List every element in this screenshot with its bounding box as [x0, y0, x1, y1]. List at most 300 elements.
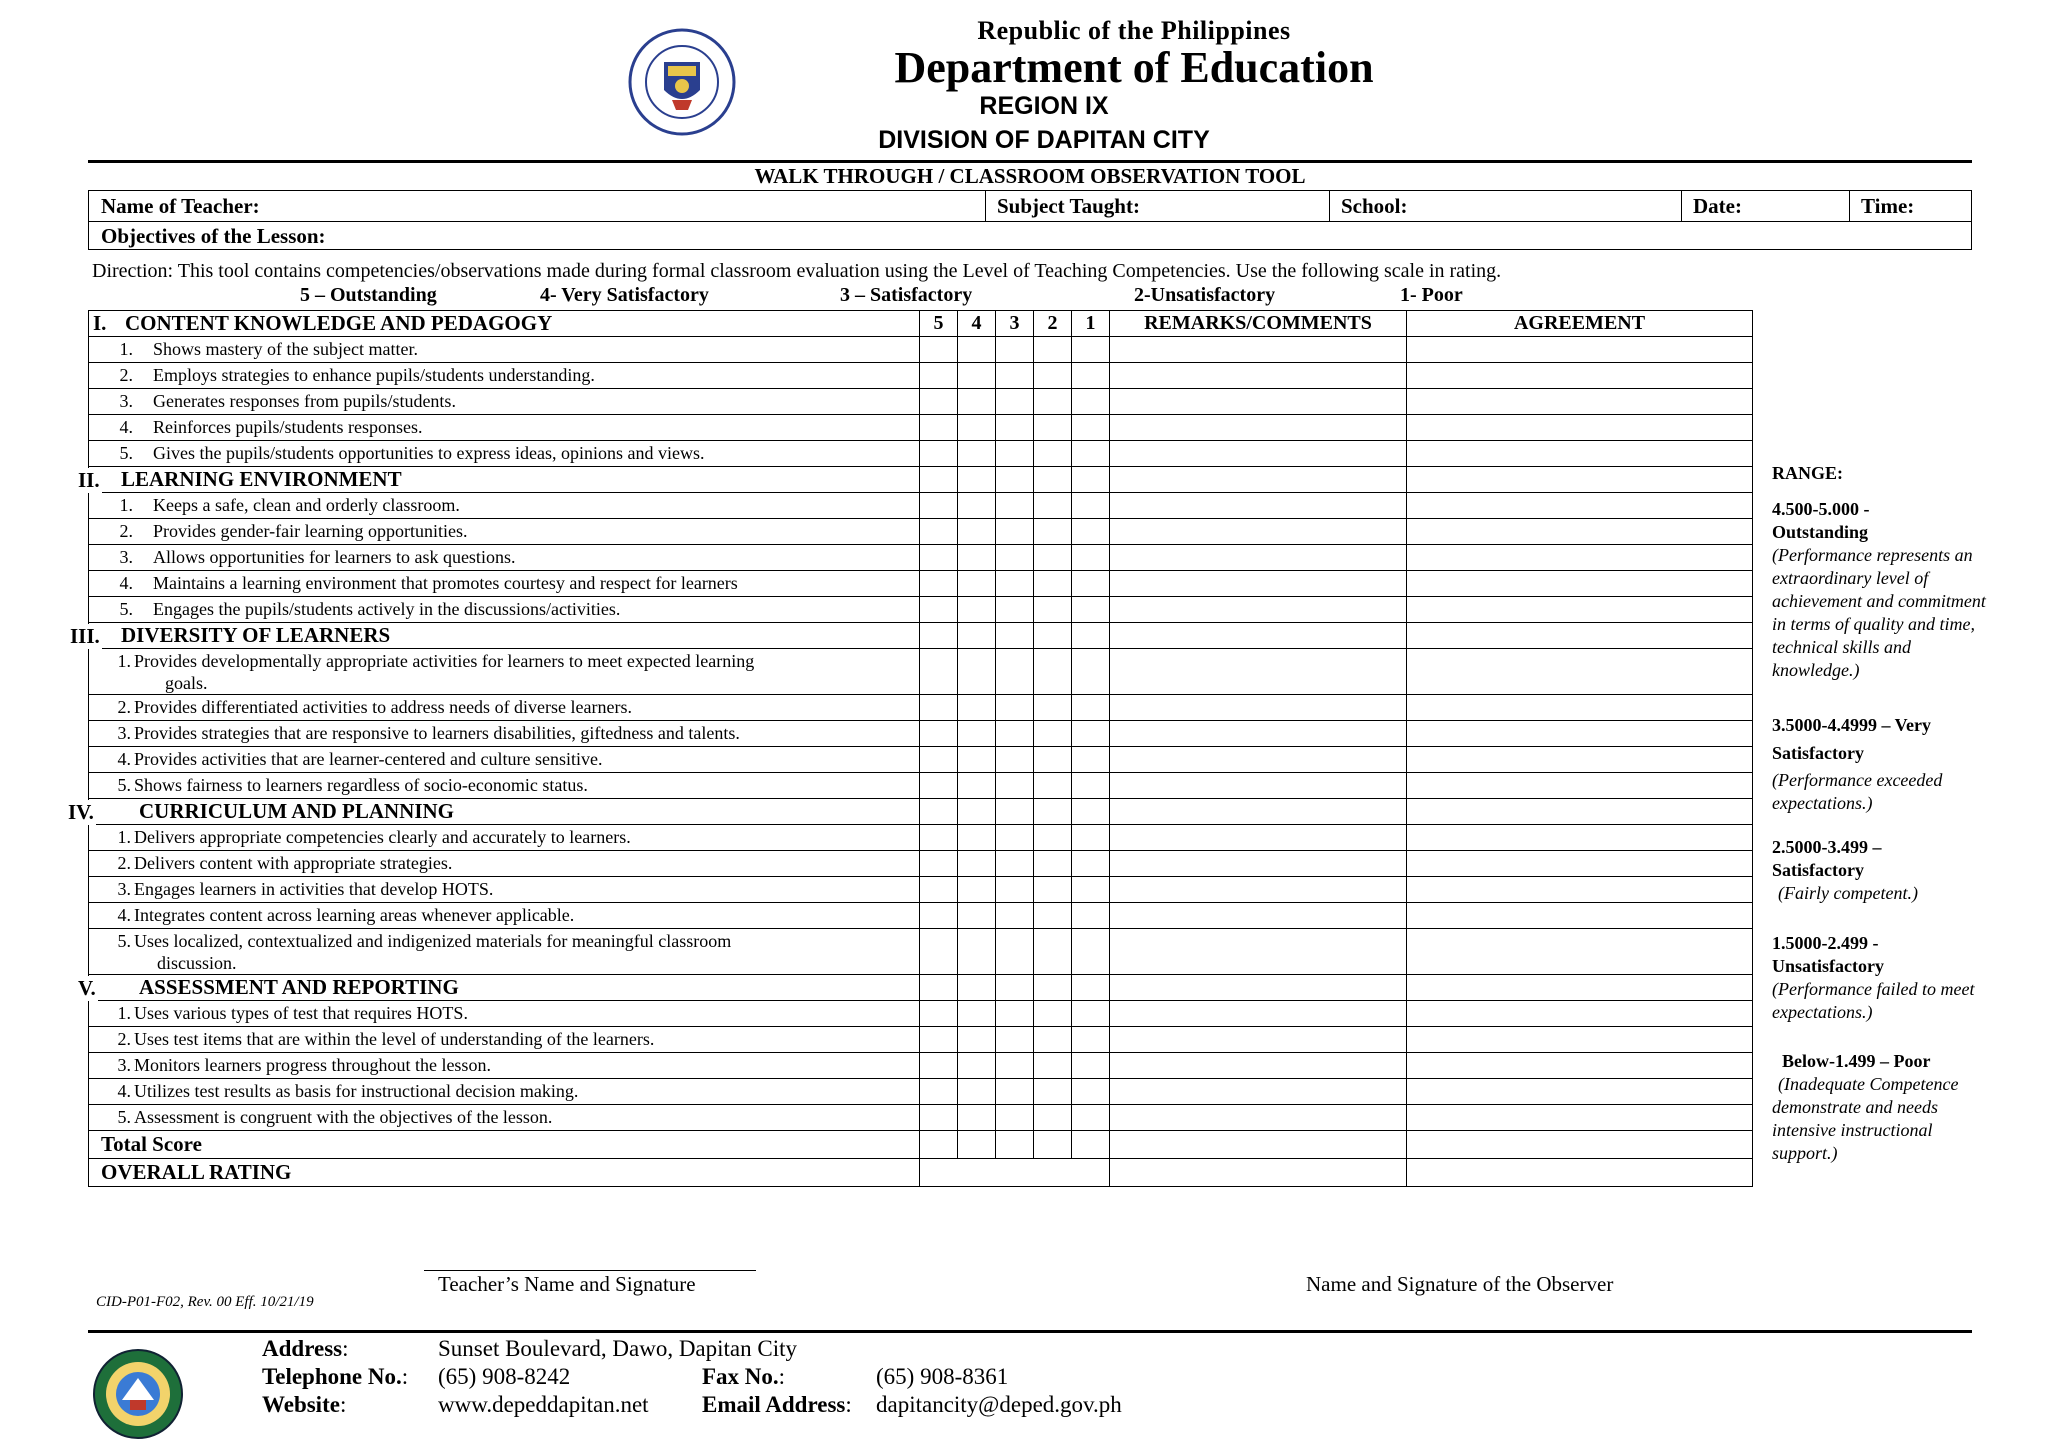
- rating-cell[interactable]: [958, 929, 996, 975]
- rating-cell[interactable]: [920, 975, 958, 1001]
- school-field[interactable]: School:: [1341, 194, 1408, 218]
- rating-cell[interactable]: [1110, 799, 1407, 825]
- rating-cell[interactable]: [958, 415, 996, 441]
- criterion-text: Assessment is congruent with the objectives of the lesson.: [134, 1107, 553, 1127]
- scale-poor: 1- Poor: [1400, 284, 1463, 306]
- rating-cell[interactable]: [1072, 851, 1110, 877]
- rating-cell[interactable]: [920, 799, 958, 825]
- rating-cell[interactable]: [958, 903, 996, 929]
- rating-cell[interactable]: [1034, 747, 1072, 773]
- agreement-cell[interactable]: [1407, 649, 1753, 695]
- criterion-row: [89, 1079, 1753, 1105]
- criterion-text: Maintains a learning environment that promotes courtesy and respect for learners: [153, 573, 738, 593]
- rating-cell[interactable]: [1072, 695, 1110, 721]
- remarks-cell[interactable]: [1110, 1105, 1407, 1131]
- rating-cell[interactable]: [1034, 1001, 1072, 1027]
- email-label: Email Address:: [702, 1392, 852, 1417]
- criterion-row: [89, 851, 1753, 877]
- observation-table: [88, 310, 1753, 1187]
- rating-cell[interactable]: [1034, 467, 1072, 493]
- rating-cell[interactable]: [1110, 623, 1407, 649]
- rating-cell[interactable]: [1072, 877, 1110, 903]
- rating-cell[interactable]: [1034, 929, 1072, 975]
- rating-cell[interactable]: [1034, 903, 1072, 929]
- rating-cell[interactable]: [920, 467, 958, 493]
- rating-cell[interactable]: [958, 1105, 996, 1131]
- rating-cell[interactable]: [920, 337, 958, 363]
- rating-cell[interactable]: [996, 337, 1034, 363]
- rating-cell[interactable]: [958, 825, 996, 851]
- rating-cell[interactable]: [1034, 493, 1072, 519]
- fax-label: Fax No.:: [702, 1364, 786, 1389]
- rating-cell[interactable]: [1110, 975, 1407, 1001]
- address-value: Sunset Boulevard, Dawo, Dapitan City: [438, 1336, 798, 1361]
- overall-remarks-cell[interactable]: [1110, 1159, 1407, 1187]
- rating-cell[interactable]: [1034, 851, 1072, 877]
- rating-cell[interactable]: [996, 649, 1034, 695]
- rating-cell[interactable]: [920, 389, 958, 415]
- criterion-text: Reinforces pupils/students responses.: [153, 417, 423, 437]
- rating-cell[interactable]: [958, 441, 996, 467]
- rating-cell[interactable]: [996, 545, 1034, 571]
- remarks-cell[interactable]: [1110, 877, 1407, 903]
- criterion-row: [89, 389, 1753, 415]
- address-label: Address:: [262, 1336, 349, 1361]
- website-link[interactable]: www.depeddapitan.net: [438, 1392, 649, 1417]
- rating-cell[interactable]: [1034, 545, 1072, 571]
- agreement-cell[interactable]: [1407, 695, 1753, 721]
- rating-cell[interactable]: [1072, 623, 1110, 649]
- criterion-text: Delivers appropriate competencies clearly and accurately to learners.: [134, 827, 631, 847]
- agreement-cell[interactable]: [1407, 337, 1753, 363]
- criterion-text: Provides strategies that are responsive to learners disabilities, giftedness and talents.: [134, 723, 740, 743]
- remarks-cell[interactable]: [1110, 441, 1407, 467]
- remarks-cell[interactable]: [1110, 597, 1407, 623]
- agreement-cell[interactable]: [1407, 389, 1753, 415]
- rating-cell[interactable]: [1072, 975, 1110, 1001]
- criterion-cell: [89, 851, 920, 877]
- rating-cell[interactable]: [1072, 519, 1110, 545]
- rating-cell[interactable]: [920, 877, 958, 903]
- total-remarks-cell[interactable]: [1110, 1131, 1407, 1159]
- remarks-cell[interactable]: [1110, 747, 1407, 773]
- criterion-row: [89, 519, 1753, 545]
- rating-cell[interactable]: [920, 1001, 958, 1027]
- rating-cell[interactable]: [996, 597, 1034, 623]
- criterion-row: [89, 773, 1753, 799]
- rating-cell[interactable]: [958, 747, 996, 773]
- total-score-cell[interactable]: [920, 1131, 958, 1159]
- criterion-text: Engages the pupils/students actively in the discussions/activities.: [153, 599, 621, 619]
- rating-cell[interactable]: [1072, 363, 1110, 389]
- agreement-cell[interactable]: [1407, 597, 1753, 623]
- rating-cell[interactable]: [1072, 1053, 1110, 1079]
- rating-cell[interactable]: [996, 1105, 1034, 1131]
- rating-cell[interactable]: [958, 467, 996, 493]
- agreement-cell[interactable]: [1407, 903, 1753, 929]
- rating-cell[interactable]: [1072, 929, 1110, 975]
- criterion-cell: [89, 363, 920, 389]
- criterion-cell: [89, 441, 920, 467]
- criterion-number: 4.: [117, 749, 131, 769]
- rating-cell[interactable]: [958, 1027, 996, 1053]
- rating-cell[interactable]: [958, 799, 996, 825]
- rating-cell[interactable]: [920, 649, 958, 695]
- rating-cell[interactable]: [958, 389, 996, 415]
- criterion-row: [89, 1027, 1753, 1053]
- table-header-row: [89, 311, 1753, 337]
- rating-cell[interactable]: [996, 1079, 1034, 1105]
- rating-cell[interactable]: [1072, 597, 1110, 623]
- total-score-cell[interactable]: [996, 1131, 1034, 1159]
- rating-cell[interactable]: [920, 903, 958, 929]
- rating-cell[interactable]: [958, 975, 996, 1001]
- criterion-number: 1.: [119, 495, 133, 515]
- rating-cell[interactable]: [1034, 1105, 1072, 1131]
- agreement-cell[interactable]: [1407, 415, 1753, 441]
- rating-cell[interactable]: [1072, 415, 1110, 441]
- criterion-text-cont: goals.: [165, 672, 208, 693]
- rating-cell[interactable]: [958, 1079, 996, 1105]
- rating-cell[interactable]: [1072, 467, 1110, 493]
- rating-cell[interactable]: [1034, 1079, 1072, 1105]
- overall-agreement-cell[interactable]: [1407, 1159, 1753, 1187]
- remarks-cell[interactable]: [1110, 519, 1407, 545]
- rating-cell[interactable]: [958, 519, 996, 545]
- rating-cell[interactable]: [958, 695, 996, 721]
- rating-cell[interactable]: [996, 441, 1034, 467]
- rating-cell[interactable]: [958, 597, 996, 623]
- criterion-number: 4.: [117, 1081, 131, 1101]
- agreement-cell[interactable]: [1407, 441, 1753, 467]
- direction-text: Direction: This tool contains competencies/observations made during formal classroom evaluation using the Level of Teaching Competencies. Use the following scale in rating.: [92, 260, 1502, 282]
- agreement-cell[interactable]: [1407, 929, 1753, 975]
- rating-cell[interactable]: [1072, 1105, 1110, 1131]
- rating-cell[interactable]: [996, 467, 1034, 493]
- rating-cell[interactable]: [996, 571, 1034, 597]
- rating-cell[interactable]: [920, 773, 958, 799]
- date-field[interactable]: Date:: [1693, 194, 1742, 218]
- rating-cell[interactable]: [1072, 1079, 1110, 1105]
- total-score-cell[interactable]: [958, 1131, 996, 1159]
- criterion-number: 3.: [117, 1055, 131, 1075]
- rating-cell[interactable]: [958, 493, 996, 519]
- agreement-cell[interactable]: [1407, 1105, 1753, 1131]
- rating-cell[interactable]: [1034, 975, 1072, 1001]
- agreement-cell[interactable]: [1407, 519, 1753, 545]
- remarks-cell[interactable]: [1110, 545, 1407, 571]
- rating-cell[interactable]: [1072, 337, 1110, 363]
- agreement-cell[interactable]: [1407, 571, 1753, 597]
- rating-cell[interactable]: [1034, 773, 1072, 799]
- agreement-cell[interactable]: [1407, 773, 1753, 799]
- rating-cell[interactable]: [1072, 825, 1110, 851]
- criterion-row: [89, 1001, 1753, 1027]
- rating-column-r5: 5: [920, 311, 958, 337]
- email-link[interactable]: dapitancity@deped.gov.ph: [876, 1392, 1122, 1417]
- rating-column-r2: 2: [1034, 311, 1072, 337]
- time-field[interactable]: Time:: [1861, 194, 1915, 218]
- rating-cell[interactable]: [996, 1053, 1034, 1079]
- rating-cell[interactable]: [1034, 571, 1072, 597]
- rating-cell[interactable]: [996, 747, 1034, 773]
- rating-cell[interactable]: [996, 1027, 1034, 1053]
- rating-cell[interactable]: [920, 1079, 958, 1105]
- criterion-cell: [89, 597, 920, 623]
- rating-cell[interactable]: [1072, 1027, 1110, 1053]
- rating-cell[interactable]: [1034, 597, 1072, 623]
- rating-cell[interactable]: [1072, 493, 1110, 519]
- rating-cell[interactable]: [1072, 389, 1110, 415]
- criterion-text: Employs strategies to enhance pupils/students understanding.: [153, 365, 595, 385]
- rating-cell[interactable]: [920, 545, 958, 571]
- agreement-cell[interactable]: [1407, 1079, 1753, 1105]
- rating-cell[interactable]: [1072, 903, 1110, 929]
- rating-cell[interactable]: [1034, 389, 1072, 415]
- rating-cell[interactable]: [958, 1001, 996, 1027]
- remarks-cell[interactable]: [1110, 721, 1407, 747]
- section-roman-s3: III.: [70, 623, 100, 648]
- rating-cell[interactable]: [920, 1027, 958, 1053]
- rating-cell[interactable]: [1110, 467, 1407, 493]
- criterion-row: [89, 903, 1753, 929]
- rating-cell[interactable]: [958, 851, 996, 877]
- remarks-cell[interactable]: [1110, 1001, 1407, 1027]
- rating-cell[interactable]: [920, 493, 958, 519]
- range-very-satisfactory: 3.5000-4.4999 – Very Satisfactory (Performance exceeded expectations.): [1772, 715, 1943, 813]
- agreement-cell[interactable]: [1407, 825, 1753, 851]
- criterion-cell: [89, 1027, 920, 1053]
- rating-cell[interactable]: [996, 721, 1034, 747]
- remarks-cell[interactable]: [1110, 929, 1407, 975]
- criterion-cell: [89, 903, 920, 929]
- criterion-row: [89, 747, 1753, 773]
- agreement-cell[interactable]: [1407, 545, 1753, 571]
- rating-cell[interactable]: [996, 363, 1034, 389]
- criterion-number: 1.: [117, 1003, 131, 1023]
- criterion-cell: [89, 747, 920, 773]
- division-seal-logo: [92, 1348, 184, 1440]
- criterion-text: Uses test items that are within the level of understanding of the learners.: [134, 1029, 655, 1049]
- criterion-text: Uses various types of test that requires HOTS.: [134, 1003, 468, 1023]
- rating-cell[interactable]: [1072, 747, 1110, 773]
- rating-cell[interactable]: [920, 721, 958, 747]
- overall-rating-cell[interactable]: [920, 1159, 1110, 1187]
- rating-cell[interactable]: [1034, 519, 1072, 545]
- rating-cell[interactable]: [920, 597, 958, 623]
- remarks-cell[interactable]: [1110, 1027, 1407, 1053]
- remarks-cell[interactable]: [1110, 903, 1407, 929]
- rating-cell[interactable]: [920, 571, 958, 597]
- criterion-row: [89, 441, 1753, 467]
- criterion-number: 5.: [119, 599, 133, 619]
- remarks-cell[interactable]: [1110, 649, 1407, 695]
- rating-cell[interactable]: [1034, 415, 1072, 441]
- fax-value: (65) 908-8361: [876, 1364, 1009, 1389]
- rating-cell[interactable]: [996, 929, 1034, 975]
- rating-cell[interactable]: [1072, 773, 1110, 799]
- rating-cell[interactable]: [996, 695, 1034, 721]
- rating-cell[interactable]: [958, 623, 996, 649]
- rating-column-r4: 4: [958, 311, 996, 337]
- rating-cell[interactable]: [1034, 825, 1072, 851]
- criterion-cell: [89, 571, 920, 597]
- rating-cell[interactable]: [1034, 721, 1072, 747]
- rating-cell[interactable]: [920, 695, 958, 721]
- header-department: Department of Education: [894, 43, 1374, 92]
- rating-cell[interactable]: [920, 363, 958, 389]
- range-poor: Below-1.499 – Poor (Inadequate Competence demonstrate and needs intensive instructional support.): [1772, 1051, 1959, 1163]
- range-outstanding: 4.500-5.000 - Outstanding (Performance represents an extraordinary level of achievement and commitment in terms of quality and time, technical skills and knowledge.): [1772, 499, 1986, 680]
- criterion-text: Engages learners in activities that develop HOTS.: [134, 879, 494, 899]
- rating-cell[interactable]: [1034, 623, 1072, 649]
- website-label: Website:: [262, 1392, 347, 1417]
- criterion-cell: [89, 877, 920, 903]
- rating-cell[interactable]: [1072, 721, 1110, 747]
- remarks-cell[interactable]: [1110, 695, 1407, 721]
- total-score-cell[interactable]: [1034, 1131, 1072, 1159]
- section-header-cell: [89, 311, 920, 337]
- rating-cell[interactable]: [996, 799, 1034, 825]
- rating-cell[interactable]: [996, 415, 1034, 441]
- agreement-cell[interactable]: [1407, 851, 1753, 877]
- rating-cell[interactable]: [958, 571, 996, 597]
- criterion-cell: [89, 1001, 920, 1027]
- criterion-row: [89, 415, 1753, 441]
- subject-taught-field[interactable]: Subject Taught:: [997, 194, 1140, 218]
- criterion-cell: [89, 721, 920, 747]
- rating-cell[interactable]: [1072, 649, 1110, 695]
- rating-cell[interactable]: [996, 493, 1034, 519]
- remarks-cell[interactable]: [1110, 415, 1407, 441]
- remarks-cell[interactable]: [1110, 773, 1407, 799]
- criterion-number: 2.: [119, 521, 133, 541]
- rating-cell[interactable]: [996, 519, 1034, 545]
- rating-cell[interactable]: [996, 877, 1034, 903]
- remarks-cell[interactable]: [1110, 851, 1407, 877]
- section-roman: I.: [93, 311, 107, 335]
- agreement-cell[interactable]: [1407, 1001, 1753, 1027]
- rating-cell[interactable]: [1034, 1053, 1072, 1079]
- remarks-cell[interactable]: [1110, 363, 1407, 389]
- rating-cell[interactable]: [996, 623, 1034, 649]
- rating-cell[interactable]: [958, 545, 996, 571]
- total-score-cell[interactable]: [1072, 1131, 1110, 1159]
- rating-cell[interactable]: [958, 363, 996, 389]
- scale-satisfactory: 3 – Satisfactory: [840, 284, 973, 306]
- rating-cell[interactable]: [958, 337, 996, 363]
- rating-cell[interactable]: [1034, 337, 1072, 363]
- criterion-row: [89, 597, 1753, 623]
- agreement-cell[interactable]: [1407, 363, 1753, 389]
- rating-cell[interactable]: [1407, 623, 1753, 649]
- remarks-cell[interactable]: [1110, 1053, 1407, 1079]
- rating-cell[interactable]: [996, 975, 1034, 1001]
- rating-cell[interactable]: [1072, 571, 1110, 597]
- rating-cell[interactable]: [1407, 799, 1753, 825]
- agreement-cell[interactable]: [1407, 1027, 1753, 1053]
- rating-cell[interactable]: [920, 1053, 958, 1079]
- rating-cell[interactable]: [1034, 441, 1072, 467]
- section-header-cell: [89, 467, 920, 493]
- objectives-field[interactable]: Objectives of the Lesson:: [101, 224, 326, 248]
- rating-cell[interactable]: [958, 877, 996, 903]
- rating-cell[interactable]: [996, 1001, 1034, 1027]
- rating-cell[interactable]: [996, 851, 1034, 877]
- criterion-row: [89, 929, 1753, 975]
- criterion-row: [89, 571, 1753, 597]
- criterion-text: Gives the pupils/students opportunities to express ideas, opinions and views.: [153, 443, 705, 463]
- criterion-cell: [89, 389, 920, 415]
- total-agreement-cell[interactable]: [1407, 1131, 1753, 1159]
- criterion-number: 4.: [119, 573, 133, 593]
- remarks-cell[interactable]: [1110, 389, 1407, 415]
- rating-cell[interactable]: [1072, 1001, 1110, 1027]
- rating-cell[interactable]: [1072, 545, 1110, 571]
- rating-cell[interactable]: [996, 773, 1034, 799]
- remarks-cell[interactable]: [1110, 825, 1407, 851]
- rating-cell[interactable]: [1407, 467, 1753, 493]
- rating-cell[interactable]: [920, 747, 958, 773]
- remarks-cell[interactable]: [1110, 493, 1407, 519]
- agreement-cell[interactable]: [1407, 721, 1753, 747]
- rating-cell[interactable]: [920, 441, 958, 467]
- rating-cell[interactable]: [1034, 1027, 1072, 1053]
- rating-cell[interactable]: [1407, 975, 1753, 1001]
- rating-cell[interactable]: [996, 903, 1034, 929]
- rating-cell[interactable]: [920, 825, 958, 851]
- teacher-info-box: [88, 190, 1972, 250]
- teacher-name-field[interactable]: Name of Teacher:: [101, 194, 260, 218]
- agreement-cell[interactable]: [1407, 493, 1753, 519]
- rating-cell[interactable]: [920, 623, 958, 649]
- rating-cell[interactable]: [1072, 799, 1110, 825]
- rating-cell[interactable]: [920, 415, 958, 441]
- rating-cell[interactable]: [920, 929, 958, 975]
- rating-cell[interactable]: [996, 825, 1034, 851]
- section-row-s5: [89, 975, 1753, 1001]
- rating-cell[interactable]: [1034, 877, 1072, 903]
- rating-cell[interactable]: [1072, 441, 1110, 467]
- criterion-row: [89, 825, 1753, 851]
- rating-cell[interactable]: [996, 389, 1034, 415]
- rating-cell[interactable]: [958, 721, 996, 747]
- agreement-cell[interactable]: [1407, 877, 1753, 903]
- remarks-cell[interactable]: [1110, 337, 1407, 363]
- criterion-text: Integrates content across learning areas whenever applicable.: [134, 905, 575, 925]
- rating-cell[interactable]: [1034, 363, 1072, 389]
- range-satisfactory: 2.5000-3.499 – Satisfactory (Fairly competent.): [1772, 837, 1918, 903]
- section-title: CONTENT KNOWLEDGE AND PEDAGOGY: [125, 311, 553, 335]
- scale-unsatisfactory: 2-Unsatisfactory: [1134, 284, 1276, 306]
- remarks-cell[interactable]: [1110, 1079, 1407, 1105]
- rating-cell[interactable]: [920, 851, 958, 877]
- rating-cell[interactable]: [958, 773, 996, 799]
- rating-cell[interactable]: [958, 649, 996, 695]
- remarks-cell[interactable]: [1110, 571, 1407, 597]
- criterion-number: 3.: [119, 391, 133, 411]
- rating-cell[interactable]: [958, 1053, 996, 1079]
- agreement-cell[interactable]: [1407, 747, 1753, 773]
- rating-cell[interactable]: [1034, 695, 1072, 721]
- rating-cell[interactable]: [920, 1105, 958, 1131]
- rating-cell[interactable]: [920, 519, 958, 545]
- rating-cell[interactable]: [1034, 649, 1072, 695]
- agreement-cell[interactable]: [1407, 1053, 1753, 1079]
- rating-cell[interactable]: [1034, 799, 1072, 825]
- header-division: DIVISION OF DAPITAN CITY: [878, 126, 1210, 154]
- teacher-signature-line: [424, 1270, 756, 1271]
